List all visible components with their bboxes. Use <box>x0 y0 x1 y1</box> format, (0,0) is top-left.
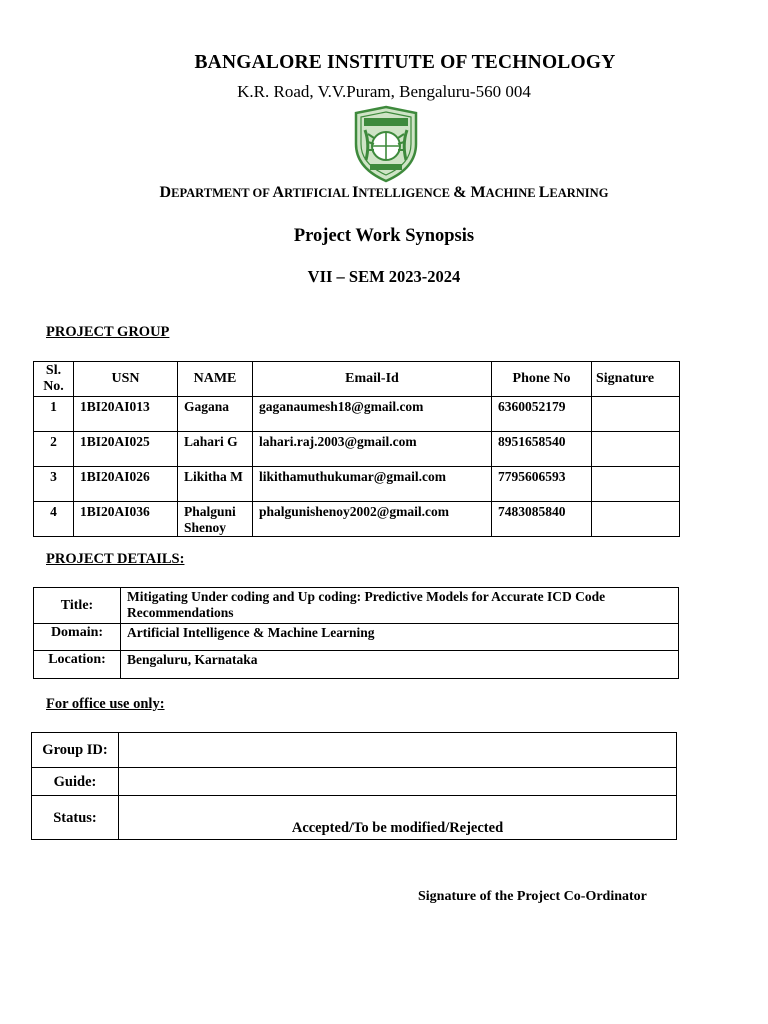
cell-signature <box>592 397 680 432</box>
project-details-table <box>33 587 679 679</box>
office-row-status <box>32 796 677 840</box>
header-phone: Phone No <box>492 362 592 397</box>
guide-value <box>119 768 677 796</box>
institute-address: K.R. Road, V.V.Puram, Bengaluru-560 004 <box>237 82 531 101</box>
details-row-domain <box>34 624 679 651</box>
cell-usn: 1BI20AI013 <box>74 397 178 432</box>
semester-label: VII – SEM 2023-2024 <box>307 267 461 286</box>
document-title: Project Work Synopsis <box>293 226 475 246</box>
cell-email: lahari.raj.2003@gmail.com <box>253 432 492 467</box>
project-group-heading: PROJECT GROUP <box>46 324 170 340</box>
header-signature: Signature <box>592 362 680 397</box>
project-group-table <box>33 361 680 537</box>
office-use-heading: For office use only: <box>46 696 165 712</box>
cell-phone: 8951658540 <box>492 432 592 467</box>
status-label: Status: <box>32 796 119 840</box>
table-row <box>34 502 680 537</box>
office-use-table <box>31 732 677 840</box>
domain-label: Domain: <box>34 624 121 651</box>
project-details-heading: PROJECT DETAILS: <box>46 551 185 567</box>
header-name: NAME <box>178 362 253 397</box>
cell-name: Lahari G <box>178 432 253 467</box>
table-row <box>34 467 680 502</box>
cell-email: likithamuthukumar@gmail.com <box>253 467 492 502</box>
group-id-value <box>119 733 677 768</box>
header-sl-no: Sl. No. <box>34 362 74 397</box>
institute-name: BANGALORE INSTITUTE OF TECHNOLOGY <box>194 52 616 73</box>
table-header-row <box>34 362 680 397</box>
domain-value: Artificial Intelligence & Machine Learning <box>121 624 679 651</box>
location-label: Location: <box>34 651 121 679</box>
cell-usn: 1BI20AI025 <box>74 432 178 467</box>
department-name: DEPARTMENT OF ARTIFICIAL INTELLIGENCE & MACHINE LEARNING <box>159 184 609 201</box>
title-label: Title: <box>34 588 121 624</box>
cell-signature <box>592 502 680 537</box>
cell-name: Phalguni Shenoy <box>178 502 253 537</box>
cell-usn: 1BI20AI036 <box>74 502 178 537</box>
header-email: Email-Id <box>253 362 492 397</box>
cell-signature <box>592 432 680 467</box>
cell-phone: 7795606593 <box>492 467 592 502</box>
cell-email: phalgunishenoy2002@gmail.com <box>253 502 492 537</box>
cell-phone: 7483085840 <box>492 502 592 537</box>
status-value: Accepted/To be modified/Rejected <box>291 820 504 836</box>
office-row-group-id <box>32 733 677 768</box>
cell-sl: 3 <box>34 467 74 502</box>
institute-emblem-icon <box>350 104 422 184</box>
cell-sl: 2 <box>34 432 74 467</box>
table-row <box>34 397 680 432</box>
cell-name: Gagana <box>178 397 253 432</box>
guide-label: Guide: <box>32 768 119 796</box>
cell-signature <box>592 467 680 502</box>
location-value: Bengaluru, Karnataka <box>121 651 679 679</box>
header-usn: USN <box>74 362 178 397</box>
cell-name: Likitha M <box>178 467 253 502</box>
title-value: Mitigating Under coding and Up coding: Predictive Models for Accurate ICD Code Recommendations <box>121 588 679 624</box>
cell-phone: 6360052179 <box>492 397 592 432</box>
cell-sl: 4 <box>34 502 74 537</box>
details-row-title <box>34 588 679 624</box>
cell-usn: 1BI20AI026 <box>74 467 178 502</box>
table-row <box>34 432 680 467</box>
cell-sl: 1 <box>34 397 74 432</box>
cell-email: gaganaumesh18@gmail.com <box>253 397 492 432</box>
status-cell <box>119 796 677 840</box>
coordinator-signature-label: Signature of the Project Co-Ordinator <box>418 889 647 904</box>
group-id-label: Group ID: <box>32 733 119 768</box>
details-row-location <box>34 651 679 679</box>
office-row-guide <box>32 768 677 796</box>
